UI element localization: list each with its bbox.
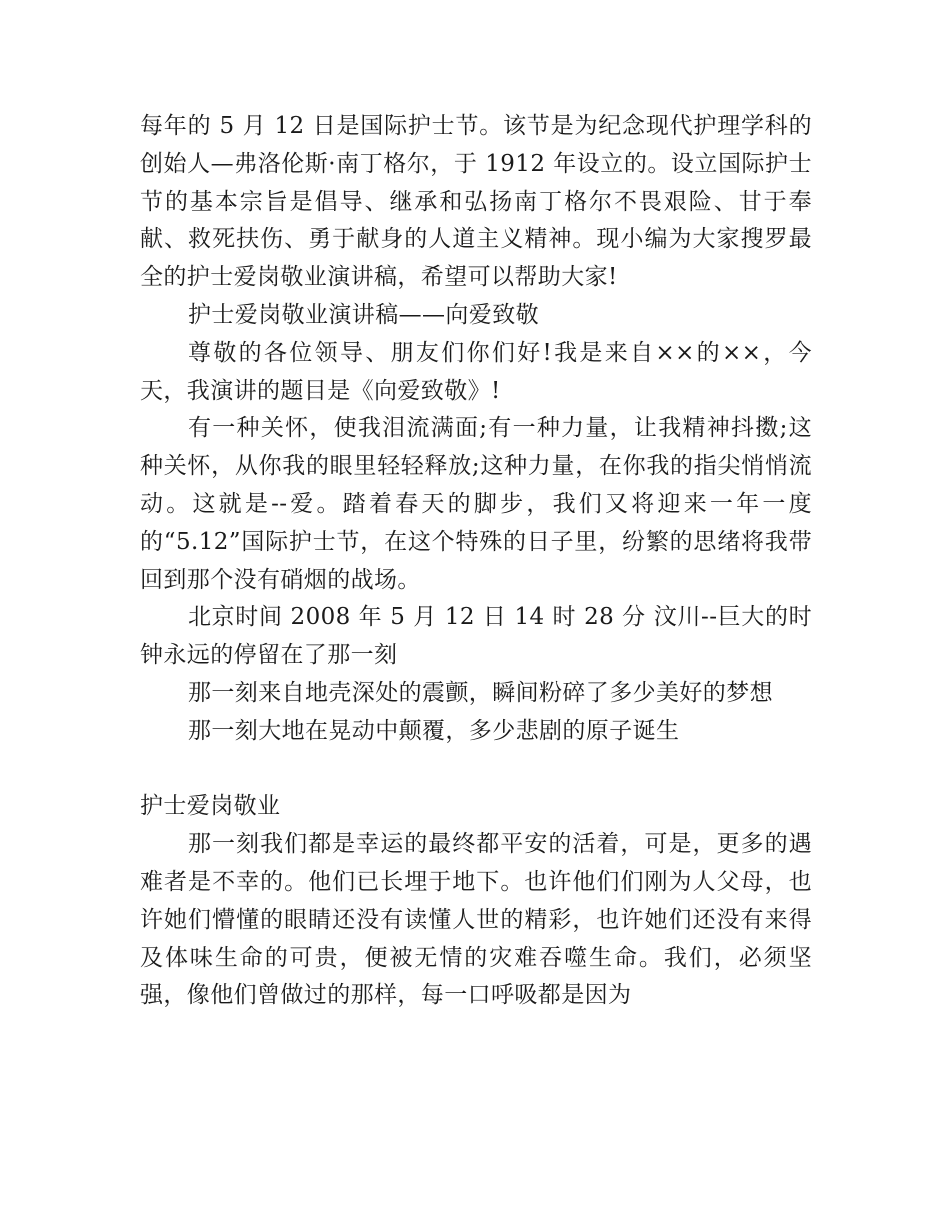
body-paragraph: 那一刻大地在晃动中颠覆，多少悲剧的原子诞生 [188, 717, 680, 744]
greeting-paragraph: 尊敬的各位领导、朋友们你们好!我是来自××的××，今天，我演讲的题目是《向爱致敬》! [140, 339, 812, 404]
body-paragraph: 有一种关怀，使我泪流满面;有一种力量，让我精神抖擞;这种关怀，从你我的眼里轻轻释放;这种力量，在你我的指尖悄悄流动。这就是--爱。踏着春天的脚步，我们又将迎来一年一度的“5.12”国际护士节，在这个特殊的日子里，纷繁的思绪将我带回到那个没有硝烟的战场。 [140, 415, 812, 593]
body-paragraph: 北京时间 2008 年 5 月 12 日 14 时 28 分 汶川--巨大的时钟永远的停留在了那一刻 [140, 604, 812, 669]
section-heading: 护士爱岗敬业 [140, 793, 281, 820]
speech-title: 护士爱岗敬业演讲稿——向爱致敬 [188, 301, 539, 328]
body-paragraph: 那一刻我们都是幸运的最终都平安的活着，可是，更多的遇难者是不幸的。他们已长埋于地下。也许他们们刚为人父母，也许她们懵懂的眼睛还没有读懂人世的精彩，也许她们还没有来得及体味生命的可贵，便被无情的灾难吞噬生命。我们，必须坚强，像他们曾做过的那样，每一口呼吸都是因为 [140, 831, 812, 1009]
body-paragraph: 那一刻来自地壳深处的震颤，瞬间粉碎了多少美好的梦想 [188, 679, 773, 706]
intro-paragraph: 每年的 5 月 12 日是国际护士节。该节是为纪念现代护理学科的创始人—弗洛伦斯·南丁格尔，于 1912 年设立的。设立国际护士节的基本宗旨是倡导、继承和弘扬南丁格尔不畏艰险、甘于奉献、救死扶伤、勇于献身的人道主义精神。现小编为大家搜罗最全的护士爱岗敬业演讲稿，希望可以帮助大家! [140, 113, 812, 291]
document-page [140, 108, 812, 1015]
spacer [140, 751, 812, 789]
